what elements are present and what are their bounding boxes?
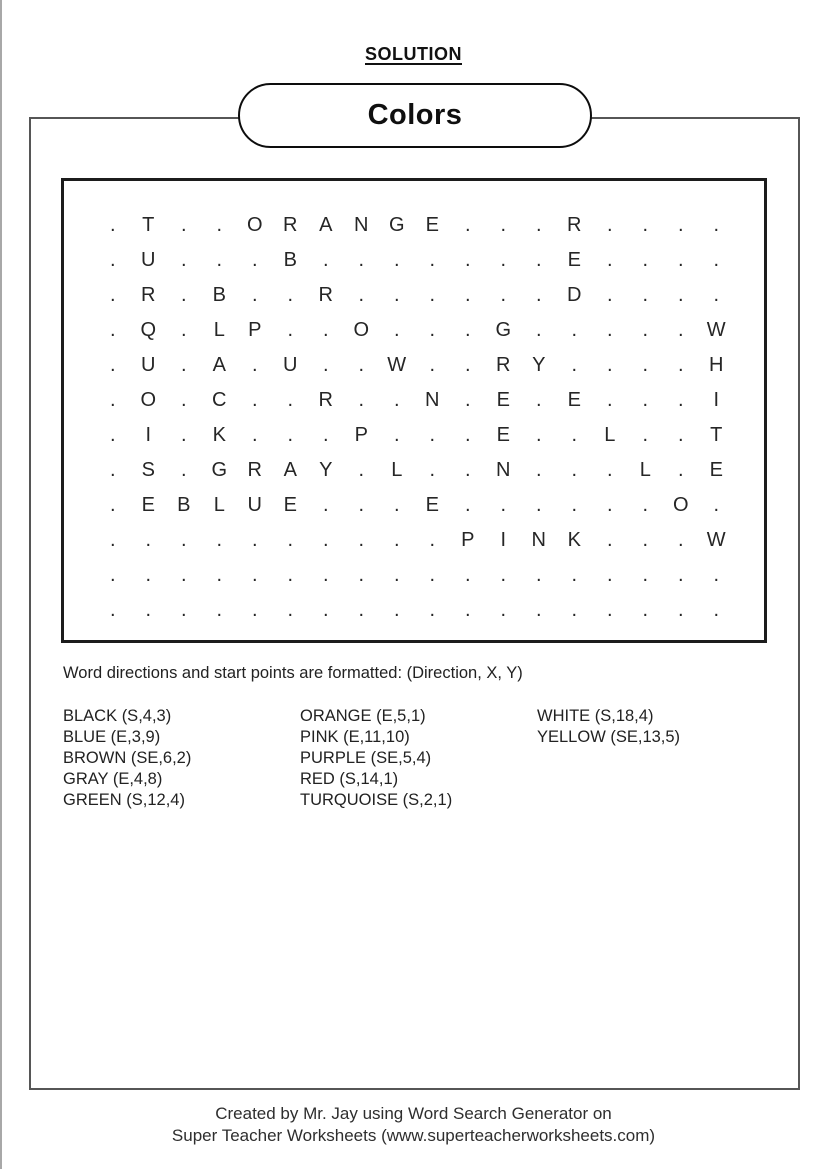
- grid-cell: .: [429, 459, 436, 481]
- grid-cell: .: [322, 599, 329, 621]
- grid-cell: .: [393, 284, 400, 306]
- grid-cell: .: [109, 564, 116, 586]
- grid-cell: .: [535, 424, 542, 446]
- grid-cell: R: [318, 284, 333, 306]
- grid-cell: R: [318, 389, 333, 411]
- grid-cell: .: [287, 599, 294, 621]
- grid-cell: .: [713, 564, 720, 586]
- grid-cell: .: [464, 389, 471, 411]
- grid-cell: E: [567, 249, 581, 271]
- grid-cell: A: [212, 354, 226, 376]
- grid-cell: Y: [319, 459, 333, 481]
- grid-cell: .: [109, 249, 116, 271]
- grid-cell: .: [180, 284, 187, 306]
- grid-cell: R: [283, 214, 298, 236]
- grid-cell: W: [706, 319, 726, 341]
- grid-cell: .: [606, 389, 613, 411]
- puzzle-title: Colors: [367, 99, 463, 131]
- grid-cell: O: [140, 389, 157, 411]
- grid-cell: N: [531, 529, 546, 551]
- grid-cell: .: [677, 214, 684, 236]
- legend-item: BROWN (SE,6,2): [63, 749, 192, 767]
- grid-cell: .: [606, 214, 613, 236]
- grid-cell: .: [180, 599, 187, 621]
- grid-cell: T: [142, 214, 155, 236]
- grid-cell: T: [710, 424, 723, 446]
- grid-cell: .: [677, 564, 684, 586]
- grid-cell: A: [283, 459, 297, 481]
- word-list-column: [300, 706, 452, 811]
- title-banner: [238, 83, 592, 148]
- grid-cell: .: [677, 354, 684, 376]
- grid-cell: I: [145, 424, 152, 446]
- grid-cell: L: [213, 319, 225, 341]
- grid-cell: .: [606, 284, 613, 306]
- grid-cell: N: [354, 214, 369, 236]
- grid-cell: B: [177, 494, 191, 516]
- grid-cell: E: [496, 424, 510, 446]
- grid-cell: E: [567, 389, 581, 411]
- grid-cell: .: [287, 284, 294, 306]
- grid-cell: O: [246, 214, 263, 236]
- grid-cell: .: [713, 284, 720, 306]
- grid-cell: W: [387, 354, 407, 376]
- grid-cell: .: [180, 529, 187, 551]
- grid-cell: .: [464, 494, 471, 516]
- grid-cell: .: [535, 599, 542, 621]
- grid-cell: I: [713, 389, 720, 411]
- grid-cell: .: [251, 564, 258, 586]
- grid-cell: .: [287, 389, 294, 411]
- grid-cell: P: [354, 424, 368, 446]
- grid-cell: .: [606, 564, 613, 586]
- grid-cell: .: [642, 599, 649, 621]
- grid-cell: .: [145, 599, 152, 621]
- grid-cell: .: [535, 214, 542, 236]
- grid-cell: .: [358, 354, 365, 376]
- grid-cell: .: [429, 564, 436, 586]
- grid-cell: E: [496, 389, 510, 411]
- grid-cell: .: [322, 319, 329, 341]
- grid-cell: .: [287, 424, 294, 446]
- grid-cell: .: [393, 529, 400, 551]
- grid-cell: .: [429, 599, 436, 621]
- grid-cell: .: [606, 599, 613, 621]
- scan-edge-line: [0, 0, 2, 1169]
- grid-cell: .: [606, 459, 613, 481]
- grid-cell: .: [251, 424, 258, 446]
- solution-heading: SOLUTION: [365, 44, 462, 64]
- grid-cell: .: [500, 214, 507, 236]
- grid-cell: N: [496, 459, 511, 481]
- legend-item: PURPLE (SE,5,4): [300, 749, 432, 767]
- grid-cell: .: [642, 284, 649, 306]
- legend-item: PINK (E,11,10): [300, 728, 410, 746]
- word-list-column: [63, 706, 191, 811]
- legend-item: RED (S,14,1): [300, 770, 399, 788]
- grid-cell: .: [180, 424, 187, 446]
- grid-cell: .: [642, 319, 649, 341]
- grid-cell: .: [606, 494, 613, 516]
- grid-cell: .: [180, 354, 187, 376]
- grid-cell: N: [425, 389, 440, 411]
- legend-item: TURQUOISE (S,2,1): [300, 791, 453, 809]
- grid-cell: .: [322, 424, 329, 446]
- grid-cell: .: [216, 599, 223, 621]
- grid-cell: .: [677, 424, 684, 446]
- grid-cell: .: [393, 249, 400, 271]
- grid-cell: .: [109, 599, 116, 621]
- grid-cell: .: [393, 424, 400, 446]
- grid-cell: H: [709, 354, 724, 376]
- grid-cell: Y: [532, 354, 546, 376]
- grid-cell: L: [213, 494, 225, 516]
- grid-cell: .: [642, 424, 649, 446]
- word-list-column: [537, 706, 680, 748]
- grid-cell: .: [464, 424, 471, 446]
- grid-cell: .: [535, 459, 542, 481]
- grid-cell: .: [287, 319, 294, 341]
- grid-cell: .: [358, 249, 365, 271]
- word-search-grid: [95, 208, 734, 628]
- grid-cell: .: [535, 389, 542, 411]
- grid-cell: .: [606, 319, 613, 341]
- grid-cell: L: [391, 459, 403, 481]
- grid-cell: .: [713, 599, 720, 621]
- grid-cell: L: [639, 459, 651, 481]
- grid-cell: .: [571, 354, 578, 376]
- grid-cell: .: [464, 319, 471, 341]
- grid-cell: W: [706, 529, 726, 551]
- grid-cell: .: [216, 214, 223, 236]
- grid-cell: .: [571, 459, 578, 481]
- legend-instructions: Word directions and start points are formatted: (Direction, X, Y): [63, 664, 523, 682]
- grid-cell: U: [247, 494, 262, 516]
- grid-cell: .: [571, 319, 578, 341]
- grid-cell: E: [283, 494, 297, 516]
- grid-cell: .: [358, 494, 365, 516]
- grid-cell: .: [180, 459, 187, 481]
- grid-cell: O: [353, 319, 370, 341]
- grid-cell: .: [677, 284, 684, 306]
- legend-item: ORANGE (E,5,1): [300, 707, 426, 725]
- grid-cell: K: [212, 424, 226, 446]
- grid-cell: .: [713, 494, 720, 516]
- grid-cell: .: [677, 459, 684, 481]
- grid-cell: .: [642, 389, 649, 411]
- grid-cell: .: [606, 249, 613, 271]
- grid-cell: G: [495, 319, 512, 341]
- grid-cell: .: [464, 459, 471, 481]
- grid-cell: .: [500, 284, 507, 306]
- grid-cell: .: [358, 529, 365, 551]
- grid-cell: .: [358, 564, 365, 586]
- grid-cell: .: [393, 599, 400, 621]
- grid-cell: .: [429, 249, 436, 271]
- word-list: [0, 706, 827, 826]
- grid-cell: .: [713, 249, 720, 271]
- grid-cell: .: [642, 529, 649, 551]
- grid-cell: E: [425, 494, 439, 516]
- grid-cell: .: [322, 494, 329, 516]
- grid-cell: .: [571, 494, 578, 516]
- legend-item: BLUE (E,3,9): [63, 728, 161, 746]
- legend-item: GREEN (S,12,4): [63, 791, 185, 809]
- grid-cell: .: [535, 319, 542, 341]
- grid-cell: .: [535, 564, 542, 586]
- grid-cell: .: [180, 564, 187, 586]
- grid-cell: A: [319, 214, 333, 236]
- grid-cell: .: [216, 529, 223, 551]
- footer: [0, 1103, 827, 1146]
- grid-cell: .: [109, 284, 116, 306]
- grid-cell: .: [500, 599, 507, 621]
- footer-line-1: Created by Mr. Jay using Word Search Generator on: [215, 1104, 612, 1123]
- grid-cell: .: [500, 249, 507, 271]
- grid-cell: .: [358, 284, 365, 306]
- grid-cell: .: [464, 599, 471, 621]
- grid-cell: .: [109, 459, 116, 481]
- grid-cell: .: [571, 424, 578, 446]
- grid-cell: .: [500, 564, 507, 586]
- grid-cell: P: [248, 319, 262, 341]
- grid-cell: .: [464, 564, 471, 586]
- grid-cell: P: [461, 529, 475, 551]
- grid-cell: .: [251, 529, 258, 551]
- grid-cell: .: [393, 389, 400, 411]
- grid-cell: .: [677, 529, 684, 551]
- legend-item: WHITE (S,18,4): [537, 707, 654, 725]
- grid-cell: .: [251, 599, 258, 621]
- grid-cell: .: [606, 354, 613, 376]
- grid-cell: .: [464, 214, 471, 236]
- grid-cell: .: [642, 214, 649, 236]
- grid-cell: R: [141, 284, 156, 306]
- grid-cell: R: [247, 459, 262, 481]
- grid-cell: .: [180, 249, 187, 271]
- grid-cell: .: [393, 319, 400, 341]
- grid-cell: .: [500, 494, 507, 516]
- grid-cell: .: [713, 214, 720, 236]
- grid-cell: .: [393, 494, 400, 516]
- grid-cell: E: [425, 214, 439, 236]
- grid-cell: .: [677, 319, 684, 341]
- grid-cell: .: [109, 389, 116, 411]
- grid-cell: .: [216, 564, 223, 586]
- grid-cell: .: [322, 564, 329, 586]
- grid-cell: S: [141, 459, 155, 481]
- grid-cell: L: [604, 424, 616, 446]
- grid-cell: G: [388, 214, 405, 236]
- grid-cell: .: [642, 494, 649, 516]
- grid-cell: .: [535, 284, 542, 306]
- grid-cell: .: [109, 319, 116, 341]
- grid-cell: B: [212, 284, 226, 306]
- grid-cell: .: [429, 354, 436, 376]
- grid-cell: .: [109, 529, 116, 551]
- grid-cell: .: [571, 599, 578, 621]
- grid-cell: D: [567, 284, 582, 306]
- grid-cell: U: [283, 354, 298, 376]
- grid-cell: .: [429, 529, 436, 551]
- grid-cell: .: [677, 389, 684, 411]
- grid-cell: .: [358, 389, 365, 411]
- grid-cell: K: [567, 529, 581, 551]
- grid-cell: .: [145, 529, 152, 551]
- grid-cell: .: [180, 319, 187, 341]
- grid-cell: .: [606, 529, 613, 551]
- grid-cell: .: [429, 424, 436, 446]
- grid-cell: R: [496, 354, 511, 376]
- footer-line-2: Super Teacher Worksheets (www.superteacherworksheets.com): [171, 1125, 656, 1145]
- grid-cell: .: [109, 214, 116, 236]
- legend-item: BLACK (S,4,3): [63, 707, 172, 725]
- grid-cell: .: [109, 424, 116, 446]
- grid-cell: I: [500, 529, 507, 551]
- grid-cell: .: [464, 354, 471, 376]
- grid-cell: B: [283, 249, 297, 271]
- grid-cell: E: [709, 459, 723, 481]
- grid-cell: .: [393, 564, 400, 586]
- grid-cell: .: [180, 389, 187, 411]
- grid-cell: .: [287, 529, 294, 551]
- grid-cell: Q: [140, 319, 157, 341]
- grid-cell: .: [464, 249, 471, 271]
- grid-cell: .: [358, 459, 365, 481]
- grid-cell: .: [642, 564, 649, 586]
- legend-item: GRAY (E,4,8): [63, 770, 163, 788]
- grid-cell: .: [322, 529, 329, 551]
- grid-cell: .: [677, 249, 684, 271]
- grid-cell: .: [358, 599, 365, 621]
- grid-cell: U: [141, 249, 156, 271]
- grid-cell: .: [109, 354, 116, 376]
- grid-cell: .: [535, 494, 542, 516]
- grid-cell: .: [251, 249, 258, 271]
- grid-cell: .: [429, 319, 436, 341]
- grid-cell: .: [251, 284, 258, 306]
- grid-cell: U: [141, 354, 156, 376]
- grid-cell: .: [145, 564, 152, 586]
- grid-cell: .: [429, 284, 436, 306]
- grid-cell: .: [251, 354, 258, 376]
- grid-cell: .: [109, 494, 116, 516]
- grid-cell: .: [322, 249, 329, 271]
- grid-cell: .: [535, 249, 542, 271]
- grid-cell: .: [571, 564, 578, 586]
- grid-cell: .: [251, 389, 258, 411]
- grid-cell: .: [464, 284, 471, 306]
- grid-cell: .: [287, 564, 294, 586]
- grid-cell: E: [141, 494, 155, 516]
- grid-cell: .: [642, 249, 649, 271]
- grid-cell: .: [677, 599, 684, 621]
- grid-cell: O: [672, 494, 689, 516]
- grid-cell: R: [567, 214, 582, 236]
- grid-cell: G: [211, 459, 228, 481]
- grid-cell: .: [216, 249, 223, 271]
- grid-cell: .: [322, 354, 329, 376]
- grid-cell: C: [212, 389, 227, 411]
- grid-cell: .: [180, 214, 187, 236]
- grid-cell: .: [642, 354, 649, 376]
- legend-item: YELLOW (SE,13,5): [537, 728, 681, 746]
